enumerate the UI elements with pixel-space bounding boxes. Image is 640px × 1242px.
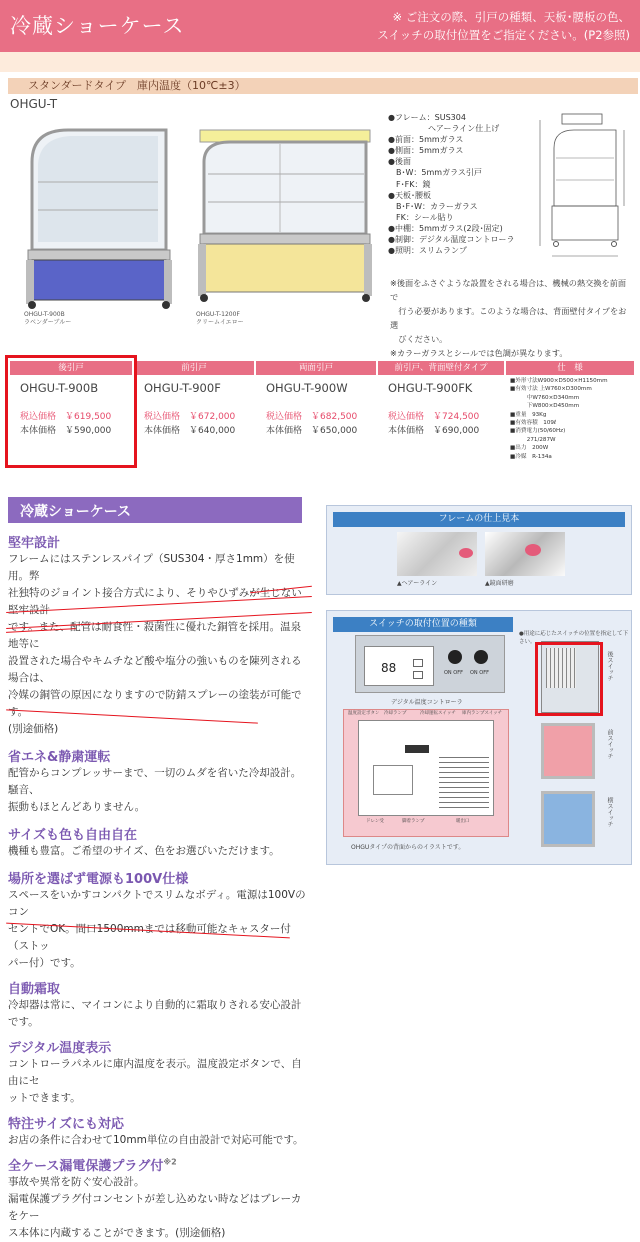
controller-panel bbox=[364, 646, 434, 686]
price-header: 両面引戸 bbox=[256, 361, 376, 375]
controller-display: 88 bbox=[381, 661, 397, 675]
base-label: 本体価格 bbox=[144, 426, 181, 436]
feature-title: 特注サイズにも対応 bbox=[8, 1117, 124, 1132]
image-caption-color: ラベンダーブルー bbox=[24, 319, 72, 326]
switch-knob bbox=[448, 650, 462, 664]
feature-line: セントでOK。間口1500mmまでは移動可能なキャスター付（ストッ bbox=[8, 923, 291, 952]
drain-box bbox=[373, 765, 413, 795]
feature-line: です。また、配管は耐食性・殺菌性に優れた銅管を採用。温泉地等に bbox=[8, 621, 302, 650]
diagram-label: ドレン受 bbox=[366, 819, 384, 824]
feature-body bbox=[8, 1174, 308, 1242]
feature-line: 冷媒の銅管の原因になりますので防錆スプレーの塗装が可能です。 bbox=[8, 689, 302, 718]
feature-body bbox=[8, 1132, 308, 1149]
setting-button bbox=[413, 671, 423, 679]
spec-line: ●中棚：5mmガラス(2段･固定) bbox=[388, 223, 503, 233]
feature-title: 省エネ&静粛運転 bbox=[8, 750, 111, 765]
sample-caption: ▲ヘアーライン bbox=[397, 580, 438, 587]
rear-diagram bbox=[343, 709, 509, 837]
spec-detail-line: ■消費電力(50/60Hz) bbox=[510, 428, 566, 435]
feature-line: ス本体に内蔵することができます。(別途価格) bbox=[8, 1227, 226, 1239]
base-price: ￥640,000 bbox=[189, 426, 236, 436]
spec-line: ●前面：5mmガラス bbox=[388, 135, 464, 145]
spec-line: FK：シール貼り bbox=[388, 212, 454, 222]
feature-line: 漏電保護プラグ付コンセントが差し込めない時などはブレーカをケー bbox=[8, 1193, 302, 1222]
base-label: 本体価格 bbox=[20, 426, 57, 436]
model-family: OHGU-T bbox=[10, 97, 58, 111]
image-caption-code: OHGU-T-900B bbox=[24, 311, 65, 318]
feature-title: サイズも色も自由自在 bbox=[8, 828, 137, 843]
spec-header: 仕 様 bbox=[506, 361, 634, 375]
tax-price: ￥724,500 bbox=[433, 412, 480, 422]
switch-position-title: スイッチの取付位置の種類 bbox=[333, 617, 513, 632]
spec-detail-line: 中W760×D340mm bbox=[510, 394, 580, 401]
page-title: 冷蔵ショーケース bbox=[10, 14, 185, 38]
feature-body bbox=[8, 843, 308, 860]
header-note-line: ※ ご注文の際、引戸の種類、天板･腰板の色、 bbox=[392, 10, 630, 24]
base-price: ￥590,000 bbox=[65, 426, 112, 436]
spec-line: ●後面 bbox=[388, 157, 411, 167]
diagram-label: 冷却ランプ bbox=[384, 711, 407, 716]
spec-line: F･FK：鏡 bbox=[388, 179, 431, 189]
spec-line: ●天板･腰板 bbox=[388, 190, 431, 200]
feature-line: 設置された場合やキムチなど酸や塩分の強いものを陳列される場合は、 bbox=[8, 655, 302, 684]
price-header: 前引戸、背面壁付タイプ bbox=[378, 361, 504, 375]
feature-title-text: 全ケース漏電保護プラグ付 bbox=[8, 1159, 164, 1174]
image-caption bbox=[24, 311, 71, 327]
feature-line: お店の条件に合わせて10mm単位の自由設計で対応可能です。 bbox=[8, 1134, 304, 1146]
spec-line: ヘアーライン仕上げ bbox=[388, 124, 500, 134]
image-caption bbox=[196, 311, 244, 327]
header-note-line: スイッチの取付位置をご指定ください。(P2参照) bbox=[377, 28, 630, 42]
tax-label: 税込価格 bbox=[388, 412, 425, 422]
spec-detail-line: 下W800×D450mm bbox=[510, 403, 580, 410]
spec-detail-line: ■出力 200W bbox=[510, 445, 549, 452]
price-tax-row bbox=[144, 409, 254, 422]
feature-line: 振動もほとんどありません。 bbox=[8, 801, 146, 813]
feature-title: 堅牢設計 bbox=[8, 536, 61, 551]
tax-price: ￥672,000 bbox=[189, 412, 236, 422]
spec-details bbox=[510, 377, 636, 461]
note-line: ※カラーガラスとシールでは色調が異なります。 bbox=[390, 348, 568, 358]
note-line: ※後面をふさぐような設置をされる場合は、機械の熱交換を前面で bbox=[390, 278, 627, 302]
rear-machine bbox=[358, 720, 494, 816]
feature-body bbox=[8, 887, 308, 972]
feature-line: 社独特のジョイント接合方式により、そりやひずみが生じない堅牢設計 bbox=[8, 587, 302, 616]
tax-label: 税込価格 bbox=[144, 412, 181, 422]
highlight-box bbox=[5, 355, 137, 468]
rear-controller bbox=[405, 745, 429, 753]
price-cell bbox=[378, 375, 504, 463]
switch-knob bbox=[474, 650, 488, 664]
tax-label: 税込価格 bbox=[20, 412, 57, 422]
feature-line: コントローラパネルに庫内温度を表示。温度設定ボタンで、自由にセ bbox=[8, 1058, 302, 1087]
feature-line: 事故や異常を防ぐ安心設計。 bbox=[8, 1176, 145, 1188]
price-base-row bbox=[266, 423, 376, 436]
header-note bbox=[377, 8, 630, 44]
side-switch-unit bbox=[541, 791, 595, 847]
price-cell bbox=[134, 375, 254, 463]
diagram-label: 庫内ランプスイッチ bbox=[462, 711, 503, 716]
spec-line: ●制御：デジタル温度コントローラ bbox=[388, 235, 515, 245]
spec-line: B･F･W：カラーガラス bbox=[388, 201, 478, 211]
feature-title: デジタル温度表示 bbox=[8, 1041, 112, 1056]
diagram-caption: OHGUタイプの背面からのイラストです。 bbox=[351, 844, 465, 851]
feature-line: 機種も豊富。ご希望のサイズ、色をお選びいただけます。 bbox=[8, 845, 280, 857]
price-base-row bbox=[144, 423, 254, 436]
mirror-sample bbox=[485, 532, 565, 576]
digital-controller bbox=[355, 635, 505, 693]
feature-title bbox=[8, 1155, 308, 1174]
spec-detail-line: ■外形寸法W900×D500×H1150mm bbox=[510, 378, 608, 384]
knob-label: ON OFF bbox=[470, 670, 489, 676]
spec-detail-line: ■冷媒 R-134a bbox=[510, 453, 552, 460]
note-line: 行う必要があります。このような場合は、背面壁付タイプをお選 bbox=[390, 306, 627, 330]
installation-notes bbox=[390, 276, 630, 360]
feature-line: 配管からコンプレッサーまで、一切のムダを省いた冷却設計。騒音、 bbox=[8, 767, 302, 796]
sample-caption: ▲鏡面研磨 bbox=[485, 580, 514, 587]
base-price: ￥690,000 bbox=[433, 426, 480, 436]
frame-finish-panel bbox=[326, 505, 632, 595]
showcase-image-yellow bbox=[190, 122, 380, 310]
spec-detail-line: ■有効容積 109ℓ bbox=[510, 420, 557, 427]
setting-button bbox=[413, 659, 423, 667]
switch-label: 後スイッチ bbox=[606, 651, 613, 681]
frame-finish-title: フレームの仕上見本 bbox=[333, 512, 625, 527]
feature-title: 場所を選ばず電源も100V仕様 bbox=[8, 872, 189, 887]
price-tax-row bbox=[266, 409, 376, 422]
showcase-image-blue bbox=[18, 122, 178, 310]
controller-caption: デジタル温度コントローラ bbox=[391, 699, 463, 706]
spec-line: B･W：5mmガラス引戸 bbox=[388, 168, 482, 178]
switch-label: 横スイッチ bbox=[606, 797, 613, 827]
price-model: OHGU-T-900F bbox=[144, 381, 221, 395]
diagram-label: 脚着ランプ bbox=[402, 819, 425, 824]
standard-type-label: スタンダードタイプ 庫内温度（10℃±3） bbox=[8, 78, 638, 94]
spec-line: ●フレーム：SUS304 bbox=[388, 113, 466, 122]
spec-list bbox=[388, 112, 523, 256]
hairline-sample bbox=[397, 532, 477, 576]
feature-title: 自動霜取 bbox=[8, 982, 61, 997]
spec-detail-line: ■有効寸法 上W760×D300mm bbox=[510, 386, 592, 393]
base-label: 本体価格 bbox=[266, 426, 303, 436]
feature-line: (別途価格) bbox=[8, 723, 59, 735]
knob-label: ON OFF bbox=[444, 670, 463, 676]
feature-body bbox=[8, 1056, 308, 1107]
base-label: 本体価格 bbox=[388, 426, 425, 436]
feature-line: パー付）です。 bbox=[8, 957, 81, 969]
price-model: OHGU-T-900B bbox=[20, 381, 99, 395]
feature-body bbox=[8, 765, 308, 816]
note-line: びください。 bbox=[390, 334, 448, 344]
price-base-row bbox=[388, 423, 504, 436]
tax-label: 税込価格 bbox=[266, 412, 303, 422]
front-switch-unit bbox=[541, 723, 595, 779]
price-header: 前引戸 bbox=[134, 361, 254, 375]
switch-label: 前スイッチ bbox=[606, 729, 613, 759]
price-cell bbox=[256, 375, 376, 463]
dimension-drawing bbox=[528, 108, 634, 268]
feature-line: スペースをいかすコンパクトでスリムなボディ。電源は100Vのコン bbox=[8, 889, 306, 918]
price-header: 後引戸 bbox=[10, 361, 132, 375]
diagram-label: 温度設定ボタン bbox=[348, 711, 380, 716]
feature-body bbox=[8, 997, 308, 1031]
feature-body bbox=[8, 551, 308, 738]
spec-detail-line: 271/287W bbox=[510, 436, 556, 443]
spec-detail-line: ■重量 93Kg bbox=[510, 411, 547, 418]
feature-line: 冷却器は常に、マイコンにより自動的に霜取りされる安心設計です。 bbox=[8, 999, 302, 1028]
base-price: ￥650,000 bbox=[311, 426, 358, 436]
diagram-label: 冷却運転スイッチ bbox=[420, 711, 456, 716]
vent-grille bbox=[439, 757, 489, 811]
image-caption-code: OHGU-T-1200F bbox=[196, 311, 240, 318]
price-model: OHGU-T-900FK bbox=[388, 381, 473, 395]
image-caption-color: クリームイエロー bbox=[196, 319, 244, 326]
feature-title-note: ※2 bbox=[163, 1157, 177, 1167]
price-model: OHGU-T-900W bbox=[266, 381, 348, 395]
feature-line: フレームにはステンレスパイプ（SUS304・厚さ1mm）を使用。弊 bbox=[8, 553, 295, 582]
spec-line: ●照明：スリムランプ bbox=[388, 246, 467, 256]
diagram-label: 暖出口 bbox=[456, 819, 470, 824]
highlight-box bbox=[535, 642, 603, 716]
feature-line: ットできます。 bbox=[8, 1092, 81, 1104]
spec-line: ●側面：5mmガラス bbox=[388, 146, 464, 156]
header-band bbox=[0, 52, 640, 72]
feature-list bbox=[8, 532, 308, 1242]
tax-price: ￥619,500 bbox=[65, 412, 112, 422]
price-tax-row bbox=[388, 409, 504, 422]
tax-price: ￥682,500 bbox=[311, 412, 358, 422]
section-title: 冷蔵ショーケース bbox=[20, 504, 132, 520]
switch-note: ●用途に応じたスイッチの位置を指定して下さい。 bbox=[519, 631, 629, 645]
